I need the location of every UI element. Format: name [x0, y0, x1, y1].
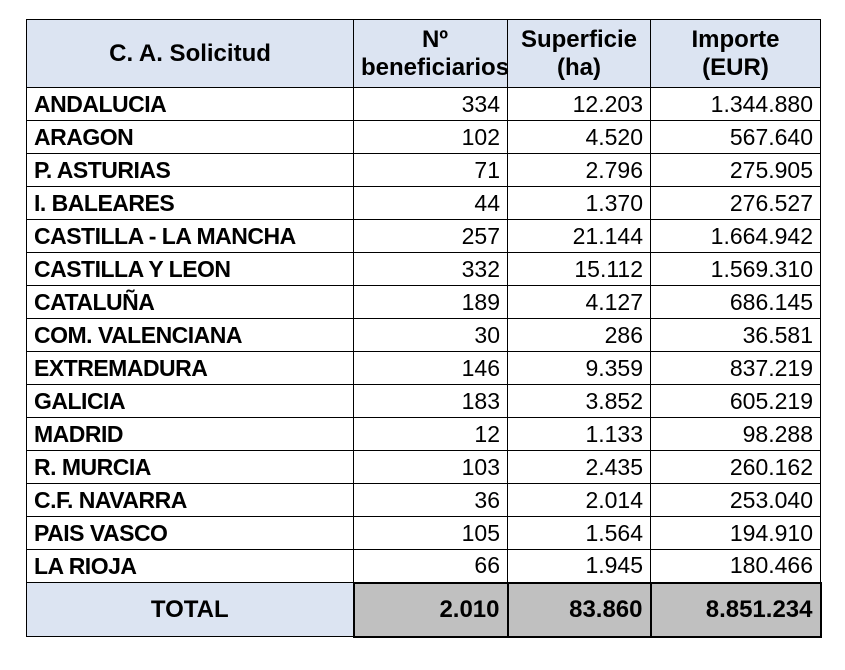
header-beneficiaries	[354, 20, 508, 88]
area-cell: 1.564	[508, 517, 651, 550]
area-cell: 15.112	[508, 253, 651, 286]
amount-cell: 275.905	[651, 154, 821, 187]
beneficiaries-cell: 334	[354, 88, 508, 121]
total-label: TOTAL	[27, 583, 354, 637]
region-name-cell: CASTILLA Y LEON	[27, 253, 354, 286]
area-cell: 2.796	[508, 154, 651, 187]
header-amount	[651, 20, 821, 88]
beneficiaries-cell: 12	[354, 418, 508, 451]
amount-cell: 605.219	[651, 385, 821, 418]
header-amount-label: Importe (EUR)	[691, 25, 780, 81]
area-cell: 21.144	[508, 220, 651, 253]
table-row	[27, 418, 821, 451]
table-footer	[27, 583, 821, 637]
beneficiaries-cell: 146	[354, 352, 508, 385]
amount-cell: 194.910	[651, 517, 821, 550]
beneficiaries-cell: 66	[354, 550, 508, 583]
beneficiaries-cell: 257	[354, 220, 508, 253]
region-name-cell: R. MURCIA	[27, 451, 354, 484]
beneficiaries-table	[26, 19, 822, 638]
area-cell: 2.014	[508, 484, 651, 517]
table-row	[27, 253, 821, 286]
amount-cell: 1.569.310	[651, 253, 821, 286]
beneficiaries-cell: 103	[354, 451, 508, 484]
table-row	[27, 154, 821, 187]
amount-cell: 686.145	[651, 286, 821, 319]
beneficiaries-cell: 183	[354, 385, 508, 418]
area-cell: 1.370	[508, 187, 651, 220]
amount-cell: 1.344.880	[651, 88, 821, 121]
table-row	[27, 220, 821, 253]
region-name-cell: CATALUÑA	[27, 286, 354, 319]
amount-cell: 276.527	[651, 187, 821, 220]
table-row	[27, 385, 821, 418]
area-cell: 3.852	[508, 385, 651, 418]
table-row	[27, 517, 821, 550]
table-row	[27, 451, 821, 484]
header-region-label: C. A. Solicitud	[109, 39, 271, 67]
amount-cell: 567.640	[651, 121, 821, 154]
region-name-cell: PAIS VASCO	[27, 517, 354, 550]
region-name-cell: I. BALEARES	[27, 187, 354, 220]
header-region	[27, 20, 354, 88]
beneficiaries-cell: 102	[354, 121, 508, 154]
region-name-cell: CASTILLA - LA MANCHA	[27, 220, 354, 253]
area-cell: 1.945	[508, 550, 651, 583]
table-row	[27, 352, 821, 385]
total-beneficiaries: 2.010	[354, 583, 508, 637]
amount-cell: 36.581	[651, 319, 821, 352]
table-row	[27, 88, 821, 121]
amount-cell: 180.466	[651, 550, 821, 583]
beneficiaries-cell: 189	[354, 286, 508, 319]
table-row	[27, 286, 821, 319]
area-cell: 4.520	[508, 121, 651, 154]
region-name-cell: GALICIA	[27, 385, 354, 418]
beneficiaries-cell: 332	[354, 253, 508, 286]
region-name-cell: P. ASTURIAS	[27, 154, 354, 187]
amount-cell: 260.162	[651, 451, 821, 484]
beneficiaries-cell: 105	[354, 517, 508, 550]
total-row	[27, 583, 821, 637]
table-body	[27, 88, 821, 583]
area-cell: 12.203	[508, 88, 651, 121]
amount-cell: 253.040	[651, 484, 821, 517]
beneficiaries-cell: 44	[354, 187, 508, 220]
region-name-cell: MADRID	[27, 418, 354, 451]
header-area	[508, 20, 651, 88]
table-row	[27, 187, 821, 220]
table-header	[27, 20, 821, 88]
amount-cell: 98.288	[651, 418, 821, 451]
table-row	[27, 319, 821, 352]
table-row	[27, 550, 821, 583]
amount-cell: 1.664.942	[651, 220, 821, 253]
area-cell: 1.133	[508, 418, 651, 451]
area-cell: 9.359	[508, 352, 651, 385]
area-cell: 2.435	[508, 451, 651, 484]
area-cell: 4.127	[508, 286, 651, 319]
region-name-cell: ARAGON	[27, 121, 354, 154]
area-cell: 286	[508, 319, 651, 352]
total-amount: 8.851.234	[651, 583, 821, 637]
header-area-label: Superficie (ha)	[520, 25, 638, 81]
region-name-cell: EXTREMADURA	[27, 352, 354, 385]
region-name-cell: C.F. NAVARRA	[27, 484, 354, 517]
region-name-cell: LA RIOJA	[27, 550, 354, 583]
table-row	[27, 121, 821, 154]
beneficiaries-cell: 36	[354, 484, 508, 517]
beneficiaries-cell: 71	[354, 154, 508, 187]
amount-cell: 837.219	[651, 352, 821, 385]
header-beneficiaries-label: Nº beneficiarios	[361, 25, 510, 81]
header-row	[27, 20, 821, 88]
table-row	[27, 484, 821, 517]
total-area: 83.860	[508, 583, 651, 637]
region-name-cell: ANDALUCIA	[27, 88, 354, 121]
region-name-cell: COM. VALENCIANA	[27, 319, 354, 352]
beneficiaries-cell: 30	[354, 319, 508, 352]
